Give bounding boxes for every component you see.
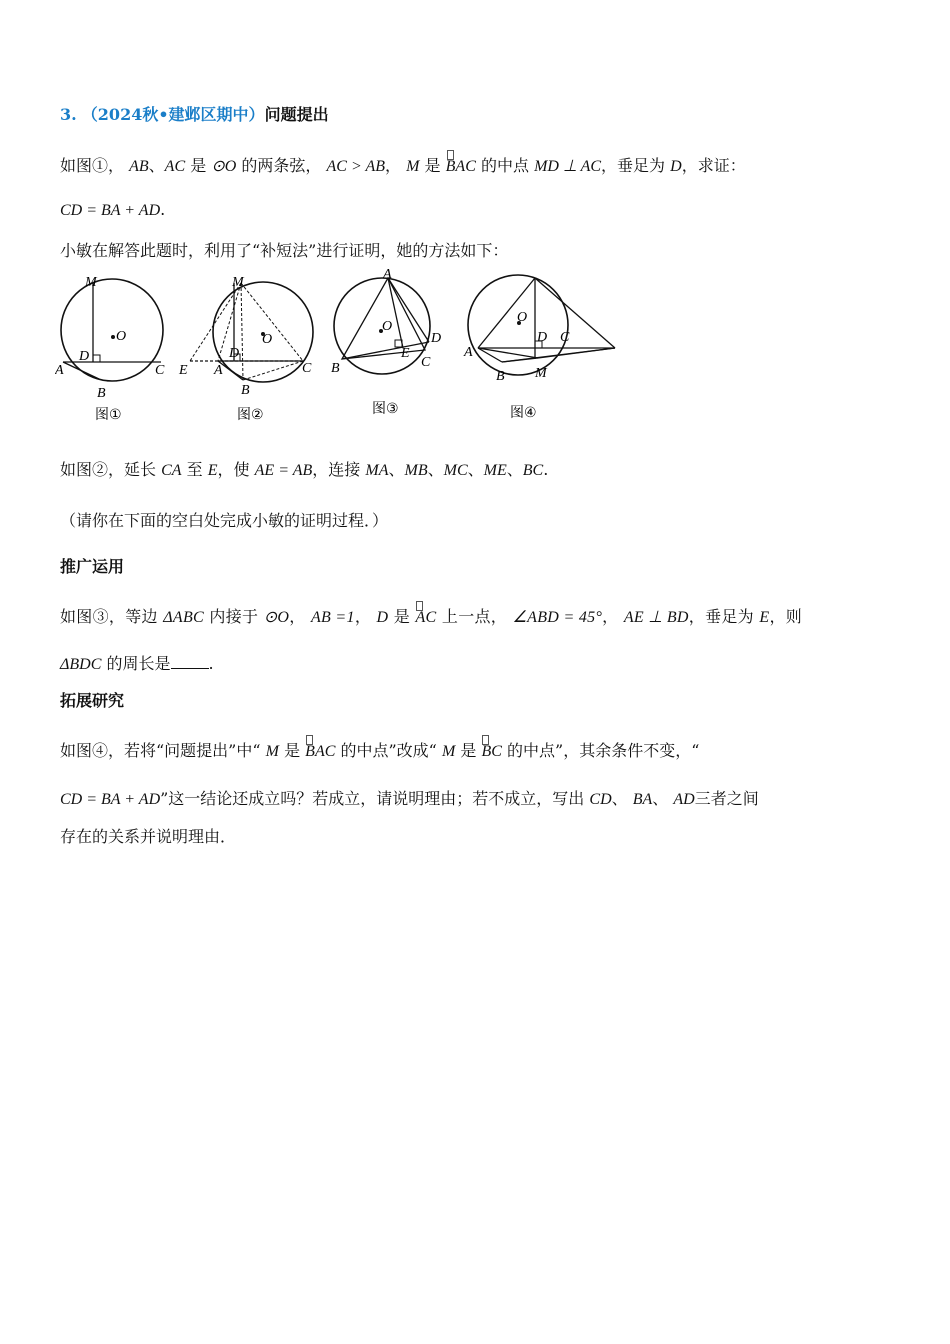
text: 、: [611, 789, 628, 808]
math: E: [207, 462, 218, 479]
math: AC > AB: [326, 158, 385, 175]
answer-blank[interactable]: [171, 654, 209, 669]
text: ，: [602, 607, 619, 626]
math: ⊙O: [263, 609, 290, 626]
paragraph-2: [60, 200, 165, 220]
point-label: D: [537, 330, 548, 345]
math: ΔBDC: [60, 656, 102, 673]
arc-symbol: BAC: [305, 743, 336, 760]
text: 的中点: [480, 156, 529, 175]
point-label: B: [241, 383, 250, 398]
figure-1: [55, 270, 175, 430]
text: ，求证：: [681, 156, 746, 175]
text: 内接于: [209, 607, 259, 626]
section-title-1: 问题提出: [264, 105, 329, 124]
segment-ae: [388, 278, 403, 348]
text: .: [160, 200, 166, 219]
point-label: A: [464, 345, 473, 360]
figure-caption: 图③: [372, 401, 399, 417]
point-label: E: [179, 363, 188, 378]
point-label: E: [401, 346, 410, 361]
figure-4: [460, 266, 630, 426]
arc-symbol: AC: [415, 609, 437, 626]
text: 是: [284, 741, 301, 760]
paragraph-3: 小敏在解答此题时，利用了“补短法”进行证明，她的方法如下：: [60, 241, 509, 260]
text: 的两条弦，: [241, 156, 322, 175]
math: ⊙O: [211, 158, 237, 175]
text: 、: [388, 460, 405, 479]
point-label: B: [496, 369, 505, 384]
text: 如图①，: [60, 156, 125, 175]
point-label: A: [383, 267, 392, 282]
figure-caption: 图④: [510, 405, 537, 421]
math: ΔABC: [163, 609, 205, 626]
paragraph-5: （请你在下面的空白处完成小敏的证明过程．）: [60, 511, 389, 530]
point-label: O: [382, 319, 393, 334]
paragraph-7: [60, 651, 214, 674]
point-label: C: [302, 361, 312, 376]
text: 上一点，: [441, 607, 508, 626]
math: AD: [673, 791, 695, 808]
text: 是: [393, 607, 411, 626]
text: ，连接: [312, 460, 361, 479]
math: M: [265, 743, 279, 760]
point-label: B: [97, 386, 106, 401]
chord-ab: [63, 362, 99, 379]
math: D: [670, 158, 682, 175]
math: MA: [365, 462, 389, 479]
text: 如图②，延长: [60, 460, 157, 479]
point-label: C: [560, 330, 570, 345]
text: 是: [460, 741, 477, 760]
figure-caption: 图①: [95, 407, 122, 423]
text: ，使: [217, 460, 250, 479]
figure-caption: 图②: [237, 407, 264, 423]
math: ME: [483, 462, 507, 479]
math: M: [441, 743, 456, 760]
text: 、: [652, 789, 669, 808]
text: ，: [385, 156, 402, 175]
text: ，则: [769, 607, 803, 626]
math: MB: [404, 462, 428, 479]
math: BA: [632, 791, 653, 808]
point-label: D: [229, 346, 240, 361]
text: ，垂足为: [601, 156, 666, 175]
math: CD = BA + AD: [60, 202, 161, 219]
math: MC: [443, 462, 468, 479]
text: ，垂足为: [688, 607, 754, 626]
paragraph-6: [60, 604, 802, 627]
text: .: [208, 654, 214, 673]
section-title-2: 推广运用: [60, 557, 125, 576]
text: 的中点”，其余条件不变，“: [507, 741, 700, 760]
text: ，: [354, 607, 372, 626]
text: 、: [467, 460, 484, 479]
text: 三者之间: [694, 789, 759, 808]
paragraph-8: [60, 738, 699, 761]
math: CA: [161, 462, 182, 479]
paragraph-9: [60, 786, 759, 809]
point-label: A: [214, 363, 223, 378]
point-label: B: [331, 361, 340, 376]
arc-symbol: BAC: [445, 158, 476, 175]
segment-mc: [241, 283, 303, 361]
point-label: M: [535, 366, 547, 381]
text: 、: [427, 460, 444, 479]
math: AE = AB: [254, 462, 313, 479]
math: M: [406, 158, 420, 175]
point-label: C: [421, 355, 431, 370]
math: BC: [522, 462, 544, 479]
text: 、: [506, 460, 523, 479]
paragraph-4: [60, 457, 548, 480]
point-label: C: [155, 363, 165, 378]
segment-bm: [502, 358, 538, 362]
text: .: [543, 460, 549, 479]
text: ，: [289, 607, 306, 626]
math: E: [759, 609, 770, 626]
point-label: M: [232, 275, 244, 290]
text: 至: [186, 460, 203, 479]
text: 的周长是: [106, 654, 171, 673]
figure-3: [325, 262, 455, 422]
right-angle-mark: [93, 355, 100, 362]
text: ”这一结论还成立吗？若成立，请说明理由；若不成立，写出: [160, 789, 585, 808]
center-dot: [111, 335, 115, 339]
text: 是: [424, 156, 441, 175]
paragraph-1: [60, 153, 746, 176]
segment-ad: [388, 278, 429, 342]
section-title-3: 拓展研究: [60, 691, 125, 710]
point-label: D: [431, 331, 442, 346]
math: AC: [164, 158, 186, 175]
point-label: O: [517, 310, 528, 325]
point-label: D: [79, 349, 90, 364]
point-label: O: [116, 329, 127, 344]
math: AB =1: [310, 609, 355, 626]
text: 是: [190, 156, 207, 175]
math: AE ⊥ BD: [623, 609, 689, 626]
problem-source: （2024秋•建邺区期中）: [81, 105, 265, 124]
text: 的中点”改成“: [340, 741, 437, 760]
math: CD: [589, 791, 612, 808]
segment-mb: [241, 283, 243, 380]
math: AB: [129, 158, 149, 175]
point-label: M: [85, 275, 97, 290]
paragraph-10: 存在的关系并说明理由．: [60, 827, 237, 846]
point-label: O: [262, 332, 273, 347]
problem-title: [60, 102, 329, 125]
arc-symbol: BC: [481, 743, 502, 760]
math: D: [376, 609, 389, 626]
problem-number: 3.: [60, 105, 77, 124]
text: 如图④，若将“问题提出”中“: [60, 741, 261, 760]
circle: [61, 279, 163, 381]
math: MD ⊥ AC: [534, 158, 602, 175]
segment-m-c: [538, 348, 615, 358]
point-label: A: [55, 363, 64, 378]
text: 、: [148, 156, 165, 175]
text: 如图③，等边: [60, 607, 158, 626]
figure-2: [175, 270, 325, 430]
math: ∠ABD = 45°: [512, 609, 603, 626]
math: CD = BA + AD: [60, 791, 161, 808]
